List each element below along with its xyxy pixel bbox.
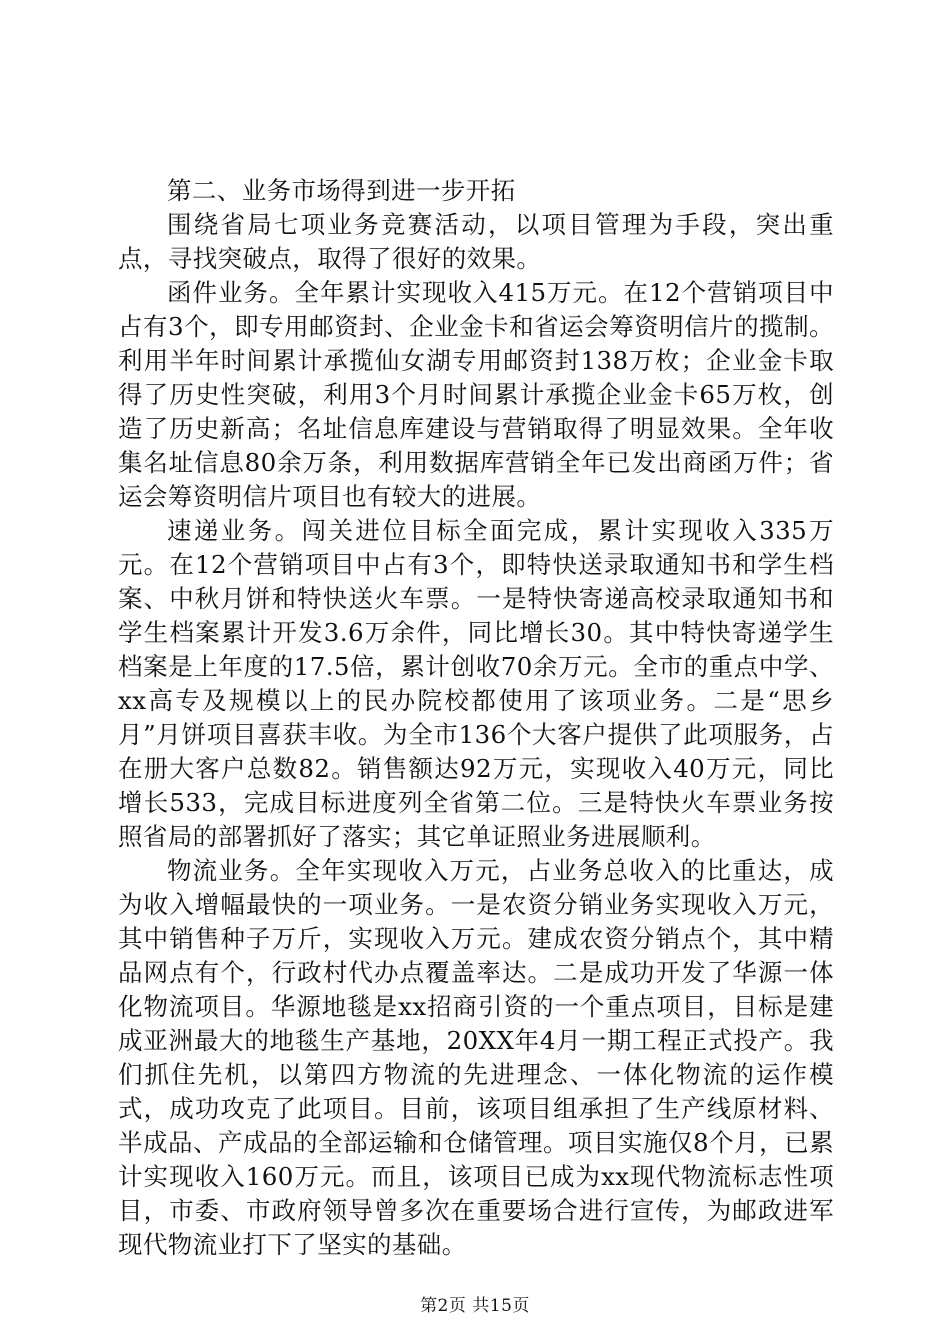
- document-body: [118, 174, 834, 1262]
- page-number-footer: 第2页 共15页: [420, 1296, 530, 1316]
- paragraph-intro: 围绕省局七项业务竞赛活动，以项目管理为手段，突出重点，寻找突破点，取得了很好的效果。: [118, 210, 834, 273]
- paragraph-letter-business: 函件业务。全年累计实现收入415万元。在12个营销项目中占有3个，即专用邮资封、企业金卡和省运会筹资明信片的揽制。利用半年时间累计承揽仙女湖专用邮资封138万枚；企业金卡取得了历史性突破，利用3个月时间累计承揽企业金卡65万枚，创造了历史新高；名址信息库建设与营销取得了明显效果。全年收集名址信息80余万条，利用数据库营销全年已发出商函万件；省运会筹资明信片项目也有较大的进展。: [118, 278, 834, 511]
- paragraph-logistics-business: 物流业务。全年实现收入万元，占业务总收入的比重达，成为收入增幅最快的一项业务。一是农资分销业务实现收入万元，其中销售种子万斤，实现收入万元。建成农资分销点个，其中精品网点有个，行政村代办点覆盖率达。二是成功开发了华源一体化物流项目。华源地毯是xx招商引资的一个重点项目，目标是建成亚洲最大的地毯生产基地，20XX年4月一期工程正式投产。我们抓住先机，以第四方物流的先进理念、一体化物流的运作模式，成功攻克了此项目。目前，该项目组承担了生产线原材料、半成品、产成品的全部运输和仓储管理。项目实施仅8个月，已累计实现收入160万元。而且，该项目已成为xx现代物流标志性项目，市委、市政府领导曾多次在重要场合进行宣传，为邮政进军现代物流业打下了坚实的基础。: [118, 856, 834, 1259]
- section-heading: 第二、业务市场得到进一步开拓: [167, 176, 516, 205]
- paragraph-express-business: 速递业务。闯关进位目标全面完成，累计实现收入335万元。在12个营销项目中占有3个，即特快送录取通知书和学生档案、中秋月饼和特快送火车票。一是特快寄递高校录取通知书和学生档案累计开发3.6万余件，同比增长30。其中特快寄递学生档案是上年度的17.5倍，累计创收70余万元。全市的重点中学、xx高专及规模以上的民办院校都使用了该项业务。二是“思乡月”月饼项目喜获丰收。为全市136个大客户提供了此项服务，占在册大客户总数82。销售额达92万元，实现收入40万元，同比增长533，完成目标进度列全省第二位。三是特快火车票业务按照省局的部署抓好了落实；其它单证照业务进展顺利。: [118, 516, 834, 851]
